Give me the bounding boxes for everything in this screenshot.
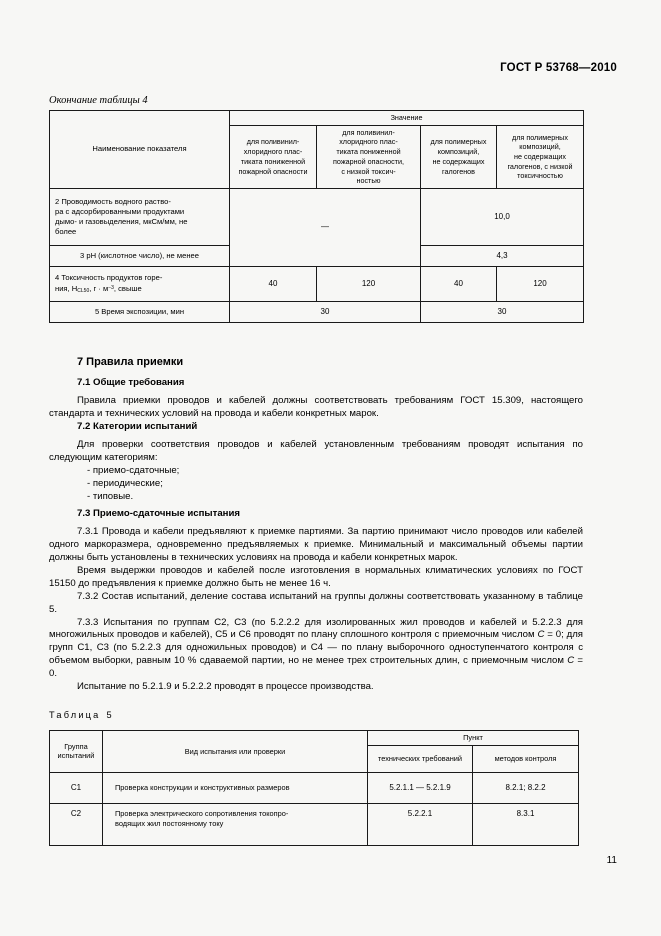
- table5-header-point: Пункт: [368, 731, 579, 746]
- section-7-2-paragraph: Для проверки соответствия проводов и кабелей установленным требованиям проводят испытания по следующим категориям:: [49, 438, 583, 463]
- superscript: −3: [108, 284, 114, 291]
- section-7-1-heading: 7.1 Общие требования: [77, 377, 185, 389]
- line: для поливинил-: [342, 127, 395, 137]
- table4-row4-value-4: 120: [497, 267, 584, 302]
- running-header: ГОСТ Р 53768—2010: [500, 62, 617, 74]
- acceptance-number-symbol: C: [537, 629, 545, 641]
- table4-header-row-1: [50, 111, 584, 126]
- table5-caption-number: 5: [106, 710, 112, 720]
- table4-row4-value-3: 40: [421, 267, 497, 302]
- line: ра с адсорбированными продуктами: [55, 206, 185, 216]
- table5-header-point-requirements: технических требований: [368, 745, 473, 772]
- document-body: [49, 355, 583, 694]
- line: хлоридного плас-: [243, 147, 303, 157]
- table4-row3-polymer-value: 4,3: [421, 246, 584, 267]
- line: для полимерных: [430, 137, 487, 147]
- line: Проверка электрического сопротивления токопро-: [115, 808, 289, 818]
- line: тиката пониженной: [336, 147, 401, 157]
- table5-row2-kind: [103, 803, 368, 845]
- line: для поливинил-: [246, 137, 300, 147]
- table5-caption-label: Таблица: [49, 710, 101, 720]
- table4-row2-polymer-value: 10,0: [421, 189, 584, 246]
- line: не содержащих: [514, 152, 566, 162]
- acceptance-number-symbol: C: [567, 655, 575, 667]
- text-run: = 0.: [49, 655, 583, 680]
- line: хлоридного плас-: [339, 137, 398, 147]
- line: не содержащих: [432, 156, 485, 166]
- list-item: - типовые.: [87, 490, 134, 502]
- table-5: [49, 730, 579, 846]
- line: пожарной опасности: [238, 166, 308, 176]
- line: композиций,: [437, 147, 480, 157]
- line: тиката пониженной: [240, 156, 306, 166]
- line: ностью: [356, 176, 381, 186]
- section-7-3-1-paragraph-1: 7.3.1 Провода и кабели предъявляют к приемке партиями. За партию принимают число проводов или кабелей одного маркоразмера, одновременно предъявляемых к приемке. Минимальный и максимальный объемы партии должны быть установлены в технических условиях на провода и кабели конкретных марок.: [49, 526, 583, 564]
- table5-row1-req: 5.2.1.1 — 5.2.1.9: [368, 772, 473, 803]
- table4-row3-name: 3 рН (кислотное число), не менее: [50, 246, 230, 267]
- line: композиций,: [519, 142, 561, 152]
- line: 4 Токсичность продуктов горе-: [55, 273, 163, 283]
- table4-row-2: [50, 189, 584, 246]
- line: галогенов, с низкой: [507, 161, 573, 171]
- table5-header-point-methods: методов контроля: [473, 745, 579, 772]
- table4-row5-name: 5 Время экспозиции, мин: [50, 302, 230, 323]
- line: водящих жил постоянному току: [115, 818, 224, 828]
- page-number: 11: [606, 855, 617, 866]
- table5-row2-req: 5.2.2.1: [368, 803, 473, 845]
- subscript: CL50: [77, 287, 90, 294]
- section-7-3-3-paragraph-2: Испытание по 5.2.1.9 и 5.2.2.2 проводят в процессе производства.: [77, 681, 374, 693]
- table5-row1-method: 8.2.1; 8.2.2: [473, 772, 579, 803]
- table5-row2-method: 8.3.1: [473, 803, 579, 845]
- table-4: [49, 110, 584, 323]
- table4-row-4: [50, 267, 584, 302]
- section-7-3-1-paragraph-2: Время выдержки проводов и кабелей после изготовления в нормальных климатических условиях по ГОСТ 15150 до предъявления к приемке должно быть не менее 16 ч.: [49, 565, 583, 589]
- section-7-heading: 7 Правила приемки: [77, 356, 184, 368]
- text-run: 7.3.3 Испытания по группам С2, С3 (по 5.2.2.2 для изолированных жил проводов и кабелей и 5.2.2.3 для многожильных проводов и кабелей), С5 и С6 проводят по плану сплошного контроля с приемочным числом: [49, 616, 583, 641]
- table4-row4-value-1: 40: [230, 267, 317, 302]
- table4-row2-pvc-value: —: [230, 189, 421, 267]
- table4-header-name: Наименование показателя: [50, 111, 230, 189]
- line: ния, $H_{CL50}$, $г \cdot м^{-3}$, свыше: [55, 283, 142, 294]
- line: более: [55, 227, 77, 237]
- table5-caption: [49, 710, 112, 720]
- line: для полимерных: [512, 132, 568, 142]
- table4-header-col-2: [317, 125, 421, 188]
- table5-row1-kind: Проверка конструкции и конструктивных размеров: [103, 772, 368, 803]
- table4-caption: Окончание таблицы 4: [49, 95, 148, 106]
- table-row: [50, 803, 579, 845]
- section-7-1-paragraph: Правила приемки проводов и кабелей должны соответствовать требованиям ГОСТ 15.309, настоящего стандарта и технических условий на провода и кабели конкретных марок.: [49, 395, 583, 420]
- table4-header-col-4: [497, 125, 584, 188]
- section-7-2-heading: 7.2 Категории испытаний: [77, 421, 198, 433]
- list-item: - приемо-сдаточные;: [87, 464, 180, 476]
- line: токсичностью: [517, 171, 563, 181]
- line: галогенов: [442, 166, 475, 176]
- table4-row-5: [50, 302, 584, 323]
- table4-header-value-group: Значение: [230, 111, 584, 126]
- table4-row5-value-2: 30: [421, 302, 584, 323]
- table5-row2-group: С2: [50, 803, 103, 845]
- table4-row5-value-1: 30: [230, 302, 421, 323]
- line: пожарной опасности,: [333, 156, 404, 166]
- table5-row1-group: С1: [50, 772, 103, 803]
- table-row: [50, 772, 579, 803]
- list-item: - периодические;: [87, 477, 163, 489]
- text-run: = 0; для групп С1, С3 (по 5.2.2.3 для одножильных проводов) и С4 — по плану выборочного одноступенчатого контроля с объемом выборки, равным 10 % сдаваемой партии, но не менее трех строительных длин, с приемочным числом: [49, 629, 583, 667]
- line: Группа: [64, 741, 88, 751]
- line: дымо- и газовыделения, мкСм/мм, не: [55, 217, 188, 227]
- section-7-3-heading: 7.3 Приемо-сдаточные испытания: [77, 508, 240, 520]
- table4-row4-value-2: 120: [317, 267, 421, 302]
- table4-header-col-1: [230, 125, 317, 188]
- line: 2 Проводимость водного раство-: [55, 196, 171, 206]
- line: с низкой токсич-: [341, 166, 396, 176]
- table4-row4-name: [50, 267, 230, 302]
- table4-header-col-3: [421, 125, 497, 188]
- table5-header-group: [50, 731, 103, 773]
- table5-header-kind: Вид испытания или проверки: [103, 731, 368, 773]
- table5-header-row-1: [50, 731, 579, 746]
- table4-row2-name: [50, 189, 230, 246]
- section-7-3-2-paragraph: 7.3.2 Состав испытаний, деление состава испытаний на группы должны соответствовать указанному в таблице 5.: [49, 590, 583, 615]
- section-7-3-3-paragraph: [49, 617, 583, 681]
- line: испытаний: [57, 751, 95, 761]
